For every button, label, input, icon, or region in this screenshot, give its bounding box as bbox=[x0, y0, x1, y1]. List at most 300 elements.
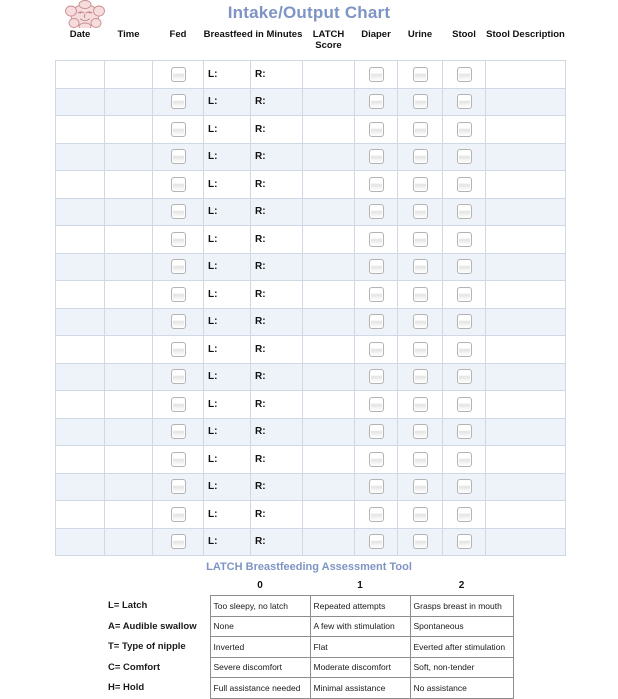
cell-urine[interactable] bbox=[398, 473, 443, 501]
cell-stool[interactable] bbox=[443, 88, 486, 116]
cell-breastfeed-right[interactable] bbox=[251, 226, 303, 254]
cell-urine[interactable] bbox=[398, 253, 443, 281]
cell-breastfeed-left[interactable] bbox=[204, 281, 251, 309]
cell-latch-score[interactable] bbox=[303, 253, 355, 281]
table-row bbox=[56, 501, 566, 529]
fed-checkbox[interactable] bbox=[171, 507, 186, 522]
cell-latch-score[interactable] bbox=[303, 308, 355, 336]
cell-date[interactable] bbox=[56, 501, 105, 529]
cell-time[interactable] bbox=[105, 61, 153, 89]
latch-row bbox=[105, 678, 513, 699]
cell-date[interactable] bbox=[56, 363, 105, 391]
fed-checkbox[interactable] bbox=[171, 177, 186, 192]
cell-fed[interactable] bbox=[153, 446, 204, 474]
breastfeed-left-label: L: bbox=[208, 233, 218, 245]
cell-time[interactable] bbox=[105, 391, 153, 419]
cell-diaper[interactable] bbox=[355, 528, 398, 556]
cell-urine[interactable] bbox=[398, 308, 443, 336]
cell-breastfeed-left[interactable] bbox=[204, 198, 251, 226]
cell-stool[interactable] bbox=[443, 253, 486, 281]
latch-cell-score1: Minimal assistance bbox=[310, 678, 410, 699]
cell-urine[interactable] bbox=[398, 171, 443, 199]
cell-diaper[interactable] bbox=[355, 143, 398, 171]
cell-breastfeed-right[interactable] bbox=[251, 501, 303, 529]
cell-stool[interactable] bbox=[443, 501, 486, 529]
cell-breastfeed-right[interactable] bbox=[251, 308, 303, 336]
cell-stool-description[interactable] bbox=[486, 116, 566, 144]
cell-time[interactable] bbox=[105, 143, 153, 171]
table-row bbox=[56, 336, 566, 364]
cell-diaper[interactable] bbox=[355, 363, 398, 391]
cell-breastfeed-right[interactable] bbox=[251, 446, 303, 474]
cell-breastfeed-right[interactable] bbox=[251, 61, 303, 89]
latch-tool-title: LATCH Breastfeeding Assessment Tool bbox=[206, 561, 412, 573]
cell-urine[interactable] bbox=[398, 198, 443, 226]
intake-output-table bbox=[55, 28, 566, 556]
cell-latch-score[interactable] bbox=[303, 391, 355, 419]
cell-time[interactable] bbox=[105, 253, 153, 281]
cell-date[interactable] bbox=[56, 61, 105, 89]
urine-checkbox[interactable] bbox=[413, 259, 428, 274]
cell-urine[interactable] bbox=[398, 363, 443, 391]
cell-breastfeed-left[interactable] bbox=[204, 143, 251, 171]
cell-breastfeed-right[interactable] bbox=[251, 171, 303, 199]
cell-stool-description[interactable] bbox=[486, 171, 566, 199]
stool-checkbox[interactable] bbox=[457, 177, 472, 192]
urine-checkbox[interactable] bbox=[413, 397, 428, 412]
cell-time[interactable] bbox=[105, 226, 153, 254]
cell-breastfeed-right[interactable] bbox=[251, 253, 303, 281]
diaper-checkbox[interactable] bbox=[369, 314, 384, 329]
cell-fed[interactable] bbox=[153, 116, 204, 144]
latch-cell-score1: A few with stimulation bbox=[310, 616, 410, 637]
fed-checkbox[interactable] bbox=[171, 67, 186, 82]
cell-date[interactable] bbox=[56, 308, 105, 336]
cell-time[interactable] bbox=[105, 473, 153, 501]
cell-stool-description[interactable] bbox=[486, 61, 566, 89]
breastfeed-right-label: R: bbox=[255, 96, 266, 108]
cell-date[interactable] bbox=[56, 171, 105, 199]
cell-fed[interactable] bbox=[153, 61, 204, 89]
cell-stool-description[interactable] bbox=[486, 336, 566, 364]
urine-checkbox[interactable] bbox=[413, 534, 428, 549]
diaper-checkbox[interactable] bbox=[369, 287, 384, 302]
cell-diaper[interactable] bbox=[355, 473, 398, 501]
fed-checkbox[interactable] bbox=[171, 479, 186, 494]
latch-cell-score1: Moderate discomfort bbox=[310, 657, 410, 678]
cell-fed[interactable] bbox=[153, 171, 204, 199]
cell-urine[interactable] bbox=[398, 116, 443, 144]
stool-checkbox[interactable] bbox=[457, 369, 472, 384]
urine-checkbox[interactable] bbox=[413, 452, 428, 467]
diaper-checkbox[interactable] bbox=[369, 67, 384, 82]
latch-score-header-0: 0 bbox=[210, 578, 310, 596]
cell-urine[interactable] bbox=[398, 281, 443, 309]
cell-diaper[interactable] bbox=[355, 446, 398, 474]
latch-row bbox=[105, 596, 513, 617]
stool-checkbox[interactable] bbox=[457, 149, 472, 164]
cell-fed[interactable] bbox=[153, 226, 204, 254]
latch-row-label: T= Type of nipple bbox=[105, 637, 210, 658]
cell-breastfeed-left[interactable] bbox=[204, 171, 251, 199]
cell-date[interactable] bbox=[56, 116, 105, 144]
diaper-checkbox[interactable] bbox=[369, 342, 384, 357]
fed-checkbox[interactable] bbox=[171, 232, 186, 247]
cell-breastfeed-right[interactable] bbox=[251, 391, 303, 419]
cell-breastfeed-right[interactable] bbox=[251, 88, 303, 116]
cell-date[interactable] bbox=[56, 418, 105, 446]
fed-checkbox[interactable] bbox=[171, 204, 186, 219]
cell-date[interactable] bbox=[56, 446, 105, 474]
table-row bbox=[56, 281, 566, 309]
stool-checkbox[interactable] bbox=[457, 67, 472, 82]
diaper-checkbox[interactable] bbox=[369, 424, 384, 439]
breastfeed-left-label: L: bbox=[208, 453, 218, 465]
cell-date[interactable] bbox=[56, 226, 105, 254]
cell-urine[interactable] bbox=[398, 88, 443, 116]
cell-stool-description[interactable] bbox=[486, 281, 566, 309]
fed-checkbox[interactable] bbox=[171, 452, 186, 467]
stool-checkbox[interactable] bbox=[457, 314, 472, 329]
cell-stool-description[interactable] bbox=[486, 88, 566, 116]
fed-checkbox[interactable] bbox=[171, 259, 186, 274]
cell-urine[interactable] bbox=[398, 446, 443, 474]
cell-breastfeed-right[interactable] bbox=[251, 418, 303, 446]
cell-stool[interactable] bbox=[443, 528, 486, 556]
urine-checkbox[interactable] bbox=[413, 342, 428, 357]
cell-latch-score[interactable] bbox=[303, 336, 355, 364]
cell-latch-score[interactable] bbox=[303, 281, 355, 309]
column-header-date: Date bbox=[56, 28, 105, 61]
urine-checkbox[interactable] bbox=[413, 177, 428, 192]
cell-time[interactable] bbox=[105, 116, 153, 144]
cell-latch-score[interactable] bbox=[303, 363, 355, 391]
cell-breastfeed-left[interactable] bbox=[204, 308, 251, 336]
diaper-checkbox[interactable] bbox=[369, 397, 384, 412]
cell-stool-description[interactable] bbox=[486, 253, 566, 281]
cell-breastfeed-left[interactable] bbox=[204, 88, 251, 116]
stool-checkbox[interactable] bbox=[457, 259, 472, 274]
stool-checkbox[interactable] bbox=[457, 534, 472, 549]
urine-checkbox[interactable] bbox=[413, 369, 428, 384]
cell-breastfeed-left[interactable] bbox=[204, 336, 251, 364]
urine-checkbox[interactable] bbox=[413, 507, 428, 522]
stool-checkbox[interactable] bbox=[457, 507, 472, 522]
diaper-checkbox[interactable] bbox=[369, 94, 384, 109]
breastfeed-right-label: R: bbox=[255, 178, 266, 190]
cell-diaper[interactable] bbox=[355, 116, 398, 144]
cell-diaper[interactable] bbox=[355, 253, 398, 281]
cell-breastfeed-left[interactable] bbox=[204, 418, 251, 446]
cell-breastfeed-right[interactable] bbox=[251, 336, 303, 364]
cell-diaper[interactable] bbox=[355, 308, 398, 336]
cell-fed[interactable] bbox=[153, 391, 204, 419]
fed-checkbox[interactable] bbox=[171, 149, 186, 164]
urine-checkbox[interactable] bbox=[413, 314, 428, 329]
cell-fed[interactable] bbox=[153, 501, 204, 529]
cell-latch-score[interactable] bbox=[303, 116, 355, 144]
cell-date[interactable] bbox=[56, 391, 105, 419]
stool-checkbox[interactable] bbox=[457, 94, 472, 109]
table-row bbox=[56, 88, 566, 116]
cell-stool[interactable] bbox=[443, 308, 486, 336]
cell-stool[interactable] bbox=[443, 171, 486, 199]
breastfeed-right-label: R: bbox=[255, 288, 266, 300]
cell-stool-description[interactable] bbox=[486, 363, 566, 391]
stool-checkbox[interactable] bbox=[457, 479, 472, 494]
cell-breastfeed-left[interactable] bbox=[204, 363, 251, 391]
breastfeed-right-label: R: bbox=[255, 151, 266, 163]
cell-breastfeed-left[interactable] bbox=[204, 446, 251, 474]
table-row bbox=[56, 446, 566, 474]
cell-time[interactable] bbox=[105, 198, 153, 226]
diaper-checkbox[interactable] bbox=[369, 232, 384, 247]
latch-row bbox=[105, 637, 513, 658]
cell-diaper[interactable] bbox=[355, 418, 398, 446]
cell-stool[interactable] bbox=[443, 418, 486, 446]
cell-breastfeed-left[interactable] bbox=[204, 61, 251, 89]
breastfeed-left-label: L: bbox=[208, 508, 218, 520]
fed-checkbox[interactable] bbox=[171, 424, 186, 439]
cell-latch-score[interactable] bbox=[303, 198, 355, 226]
cell-stool[interactable] bbox=[443, 281, 486, 309]
fed-checkbox[interactable] bbox=[171, 534, 186, 549]
cell-fed[interactable] bbox=[153, 418, 204, 446]
diaper-checkbox[interactable] bbox=[369, 204, 384, 219]
latch-score-header-2: 2 bbox=[410, 578, 513, 596]
cell-urine[interactable] bbox=[398, 143, 443, 171]
cell-stool[interactable] bbox=[443, 336, 486, 364]
cell-breastfeed-right[interactable] bbox=[251, 116, 303, 144]
stool-checkbox[interactable] bbox=[457, 204, 472, 219]
latch-cell-score1: Repeated attempts bbox=[310, 596, 410, 617]
cell-urine[interactable] bbox=[398, 336, 443, 364]
cell-stool-description[interactable] bbox=[486, 391, 566, 419]
cell-breastfeed-left[interactable] bbox=[204, 391, 251, 419]
breastfeed-right-label: R: bbox=[255, 233, 266, 245]
diaper-checkbox[interactable] bbox=[369, 507, 384, 522]
diaper-checkbox[interactable] bbox=[369, 122, 384, 137]
urine-checkbox[interactable] bbox=[413, 94, 428, 109]
cell-breastfeed-right[interactable] bbox=[251, 473, 303, 501]
column-header-fed: Fed bbox=[153, 28, 204, 61]
cell-stool[interactable] bbox=[443, 143, 486, 171]
fed-checkbox[interactable] bbox=[171, 287, 186, 302]
fed-checkbox[interactable] bbox=[171, 342, 186, 357]
table-row bbox=[56, 308, 566, 336]
cell-fed[interactable] bbox=[153, 363, 204, 391]
cell-latch-score[interactable] bbox=[303, 473, 355, 501]
fed-checkbox[interactable] bbox=[171, 314, 186, 329]
cell-latch-score[interactable] bbox=[303, 501, 355, 529]
breastfeed-right-label: R: bbox=[255, 261, 266, 273]
cell-time[interactable] bbox=[105, 336, 153, 364]
column-header-diaper: Diaper bbox=[355, 28, 398, 61]
cell-latch-score[interactable] bbox=[303, 446, 355, 474]
cell-breastfeed-right[interactable] bbox=[251, 281, 303, 309]
fed-checkbox[interactable] bbox=[171, 122, 186, 137]
cell-date[interactable] bbox=[56, 198, 105, 226]
cell-latch-score[interactable] bbox=[303, 171, 355, 199]
cell-stool-description[interactable] bbox=[486, 143, 566, 171]
cell-diaper[interactable] bbox=[355, 61, 398, 89]
cell-breastfeed-left[interactable] bbox=[204, 473, 251, 501]
breastfeed-left-label: L: bbox=[208, 536, 218, 548]
cell-time[interactable] bbox=[105, 501, 153, 529]
fed-checkbox[interactable] bbox=[171, 94, 186, 109]
cell-fed[interactable] bbox=[153, 88, 204, 116]
table-header-row bbox=[56, 28, 566, 61]
breastfeed-left-label: L: bbox=[208, 68, 218, 80]
diaper-checkbox[interactable] bbox=[369, 452, 384, 467]
cell-stool[interactable] bbox=[443, 363, 486, 391]
breastfeed-right-label: R: bbox=[255, 426, 266, 438]
cell-fed[interactable] bbox=[153, 473, 204, 501]
cell-diaper[interactable] bbox=[355, 336, 398, 364]
table-row bbox=[56, 198, 566, 226]
cell-date[interactable] bbox=[56, 336, 105, 364]
cell-date[interactable] bbox=[56, 528, 105, 556]
cell-breastfeed-right[interactable] bbox=[251, 198, 303, 226]
cell-stool-description[interactable] bbox=[486, 528, 566, 556]
cell-stool-description[interactable] bbox=[486, 501, 566, 529]
cell-stool[interactable] bbox=[443, 391, 486, 419]
cell-breastfeed-left[interactable] bbox=[204, 116, 251, 144]
stool-checkbox[interactable] bbox=[457, 232, 472, 247]
column-header-stool-description: Stool Description bbox=[486, 28, 566, 61]
stool-checkbox[interactable] bbox=[457, 122, 472, 137]
urine-checkbox[interactable] bbox=[413, 204, 428, 219]
cell-fed[interactable] bbox=[153, 143, 204, 171]
cell-stool-description[interactable] bbox=[486, 418, 566, 446]
stool-checkbox[interactable] bbox=[457, 342, 472, 357]
breastfeed-right-label: R: bbox=[255, 343, 266, 355]
cell-urine[interactable] bbox=[398, 391, 443, 419]
cell-time[interactable] bbox=[105, 308, 153, 336]
cell-stool[interactable] bbox=[443, 473, 486, 501]
cell-latch-score[interactable] bbox=[303, 88, 355, 116]
cell-urine[interactable] bbox=[398, 501, 443, 529]
cell-stool[interactable] bbox=[443, 116, 486, 144]
cell-diaper[interactable] bbox=[355, 226, 398, 254]
cell-fed[interactable] bbox=[153, 281, 204, 309]
urine-checkbox[interactable] bbox=[413, 122, 428, 137]
urine-checkbox[interactable] bbox=[413, 287, 428, 302]
urine-checkbox[interactable] bbox=[413, 67, 428, 82]
urine-checkbox[interactable] bbox=[413, 149, 428, 164]
cell-diaper[interactable] bbox=[355, 281, 398, 309]
cell-stool[interactable] bbox=[443, 226, 486, 254]
cell-date[interactable] bbox=[56, 253, 105, 281]
fed-checkbox[interactable] bbox=[171, 397, 186, 412]
cell-date[interactable] bbox=[56, 143, 105, 171]
column-header-urine: Urine bbox=[398, 28, 443, 61]
breastfeed-left-label: L: bbox=[208, 343, 218, 355]
cell-latch-score[interactable] bbox=[303, 528, 355, 556]
cell-diaper[interactable] bbox=[355, 198, 398, 226]
cell-diaper[interactable] bbox=[355, 501, 398, 529]
cell-stool-description[interactable] bbox=[486, 446, 566, 474]
cell-diaper[interactable] bbox=[355, 171, 398, 199]
urine-checkbox[interactable] bbox=[413, 232, 428, 247]
cell-stool-description[interactable] bbox=[486, 473, 566, 501]
diaper-checkbox[interactable] bbox=[369, 177, 384, 192]
breastfeed-right-label: R: bbox=[255, 316, 266, 328]
cell-urine[interactable] bbox=[398, 61, 443, 89]
diaper-checkbox[interactable] bbox=[369, 259, 384, 274]
cell-diaper[interactable] bbox=[355, 391, 398, 419]
cell-latch-score[interactable] bbox=[303, 418, 355, 446]
breastfeed-left-label: L: bbox=[208, 151, 218, 163]
stool-checkbox[interactable] bbox=[457, 424, 472, 439]
cell-urine[interactable] bbox=[398, 528, 443, 556]
cell-latch-score[interactable] bbox=[303, 61, 355, 89]
diaper-checkbox[interactable] bbox=[369, 149, 384, 164]
cell-stool[interactable] bbox=[443, 446, 486, 474]
cell-latch-score[interactable] bbox=[303, 226, 355, 254]
cell-stool[interactable] bbox=[443, 198, 486, 226]
cell-date[interactable] bbox=[56, 473, 105, 501]
cell-date[interactable] bbox=[56, 88, 105, 116]
cell-stool-description[interactable] bbox=[486, 226, 566, 254]
cell-stool-description[interactable] bbox=[486, 308, 566, 336]
cell-urine[interactable] bbox=[398, 226, 443, 254]
urine-checkbox[interactable] bbox=[413, 424, 428, 439]
cell-breastfeed-left[interactable] bbox=[204, 253, 251, 281]
cell-fed[interactable] bbox=[153, 336, 204, 364]
cell-fed[interactable] bbox=[153, 308, 204, 336]
latch-row-label: C= Comfort bbox=[105, 657, 210, 678]
cell-time[interactable] bbox=[105, 363, 153, 391]
diaper-checkbox[interactable] bbox=[369, 479, 384, 494]
cell-breastfeed-right[interactable] bbox=[251, 528, 303, 556]
latch-row bbox=[105, 616, 513, 637]
latch-cell-score2: Soft, non-tender bbox=[410, 657, 513, 678]
cell-latch-score[interactable] bbox=[303, 143, 355, 171]
stool-checkbox[interactable] bbox=[457, 452, 472, 467]
cell-time[interactable] bbox=[105, 281, 153, 309]
cell-time[interactable] bbox=[105, 418, 153, 446]
cell-diaper[interactable] bbox=[355, 88, 398, 116]
cell-time[interactable] bbox=[105, 446, 153, 474]
cell-urine[interactable] bbox=[398, 418, 443, 446]
diaper-checkbox[interactable] bbox=[369, 534, 384, 549]
cell-date[interactable] bbox=[56, 281, 105, 309]
cell-stool-description[interactable] bbox=[486, 198, 566, 226]
cell-breastfeed-left[interactable] bbox=[204, 501, 251, 529]
cell-fed[interactable] bbox=[153, 198, 204, 226]
breastfeed-left-label: L: bbox=[208, 288, 218, 300]
cell-time[interactable] bbox=[105, 528, 153, 556]
cell-breastfeed-left[interactable] bbox=[204, 528, 251, 556]
cell-stool[interactable] bbox=[443, 61, 486, 89]
cell-breastfeed-right[interactable] bbox=[251, 143, 303, 171]
column-header-stool: Stool bbox=[443, 28, 486, 61]
cell-breastfeed-left[interactable] bbox=[204, 226, 251, 254]
cell-fed[interactable] bbox=[153, 253, 204, 281]
fed-checkbox[interactable] bbox=[171, 369, 186, 384]
cell-breastfeed-right[interactable] bbox=[251, 363, 303, 391]
stool-checkbox[interactable] bbox=[457, 287, 472, 302]
urine-checkbox[interactable] bbox=[413, 479, 428, 494]
stool-checkbox[interactable] bbox=[457, 397, 472, 412]
cell-time[interactable] bbox=[105, 88, 153, 116]
cell-fed[interactable] bbox=[153, 528, 204, 556]
cell-time[interactable] bbox=[105, 171, 153, 199]
diaper-checkbox[interactable] bbox=[369, 369, 384, 384]
breastfeed-right-label: R: bbox=[255, 371, 266, 383]
breastfeed-left-label: L: bbox=[208, 426, 218, 438]
